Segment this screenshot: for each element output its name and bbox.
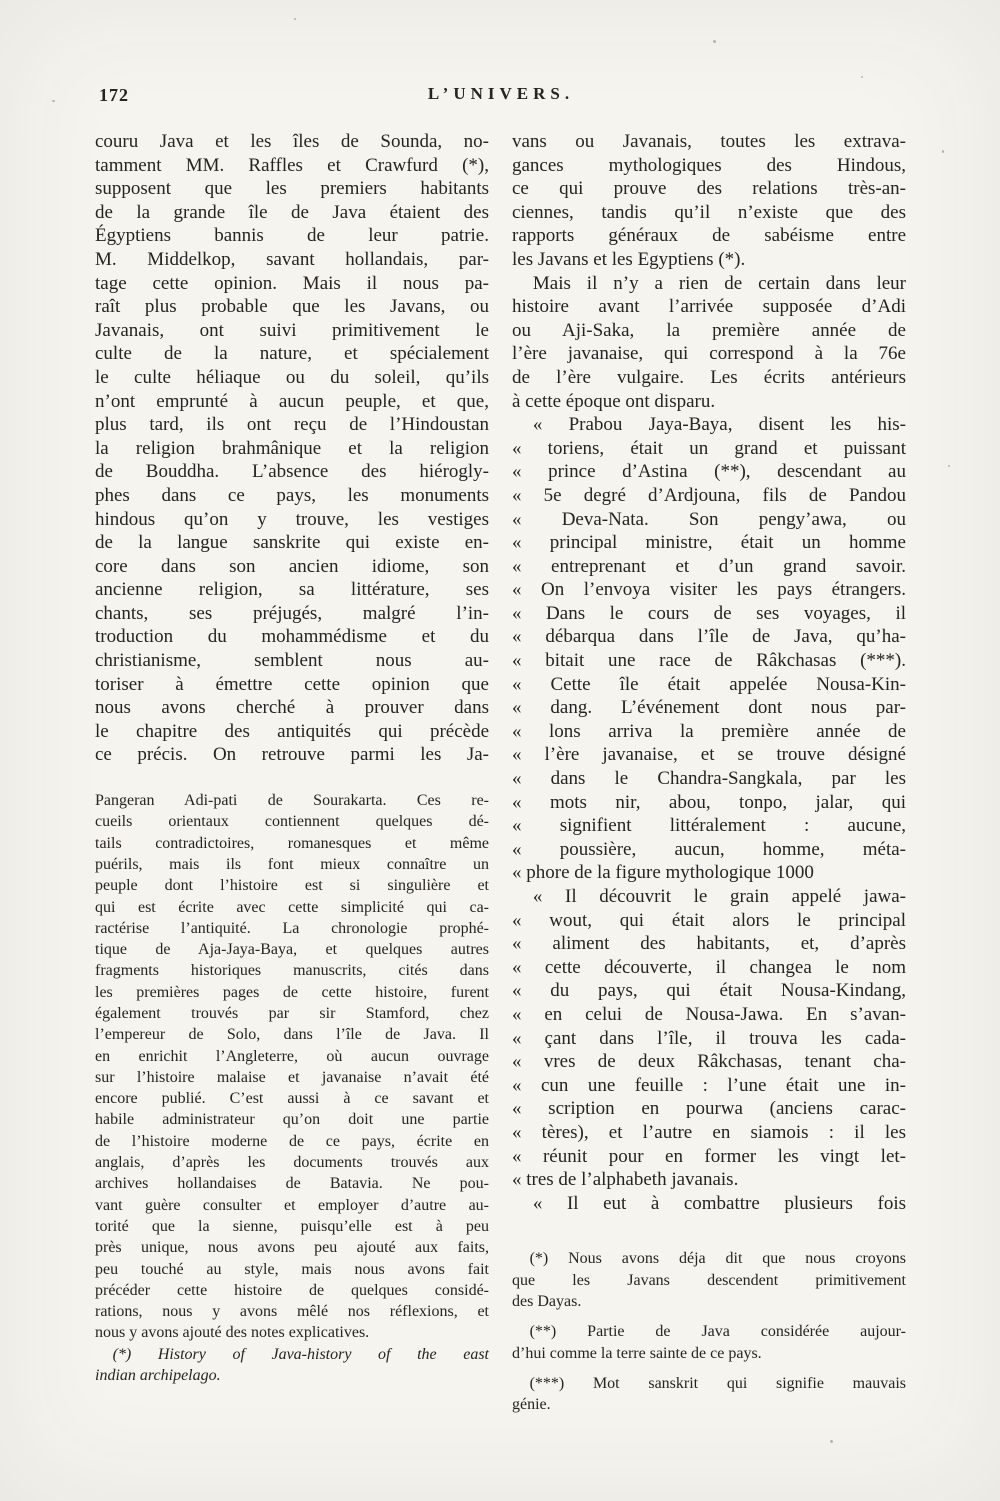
text-line: « du pays, qui était Nousa-Kindang, (512, 980, 906, 1002)
scan-speckle (830, 1440, 833, 1443)
text-line: puérils, mais ils font mieux connaître un (95, 855, 489, 873)
text-line: nous avons cherché à prouver dans (95, 697, 489, 719)
scan-speckle (861, 76, 863, 78)
text-line: « cun une feuille : l’une était une in- (512, 1074, 906, 1096)
text-columns (95, 130, 907, 1415)
text-line: histoire avant l’arrivée supposée d’Adi (512, 296, 906, 318)
text-line: sur l’histoire malaise et javanaise n’avait été (95, 1068, 489, 1086)
text-line: tamment MM. Raffles et Crawfurd (*), (95, 154, 489, 176)
text-line: d’hui comme la terre sainte de ce pays. (512, 1344, 762, 1362)
text-line: core dans son ancien idiome, son (95, 555, 489, 577)
text-line: « principal ministre, était un homme (512, 532, 906, 554)
text-line: l’empereur de Solo, dans l’île de Java. Il (95, 1026, 489, 1044)
text-line: la religion brahmânique et la religion (95, 437, 489, 459)
text-line: ciennes, tandis qu’il n’existe que des (512, 201, 906, 223)
text-line: « poussière, aucun, homme, méta- (512, 838, 906, 860)
text-line: « çant dans l’île, il trouva les cada- (512, 1027, 906, 1049)
text-line: habile administrateur qu’on doit une partie (95, 1111, 489, 1129)
text-line: « vres de deux Râkchasas, tenant cha- (512, 1051, 906, 1073)
text-line: « tres de l’alphabeth javanais. (512, 1169, 739, 1191)
text-line: « Il eut à combattre plusieurs fois (532, 1192, 906, 1214)
text-line: n’ont emprunté à aucun peuple, et que, (95, 390, 489, 412)
text-line: « On l’envoya visiter les pays étrangers. (512, 579, 906, 601)
text-line: ractérise l’antiquité. La chronologie prophé- (95, 919, 489, 937)
text-line: torité que la sienne, puisqu’elle est à peu (95, 1217, 489, 1235)
text-line: indian archipelago. (95, 1367, 221, 1385)
text-line: phes dans ce pays, les monuments (95, 484, 489, 506)
text-line: « entreprenant et d’un grand savoir. (512, 555, 906, 577)
text-line: « dans le Chandra-Sangkala, par les (512, 768, 906, 790)
text-line: près unique, nous avons peu ajouté aux faits, (95, 1239, 489, 1257)
text-line: à cette époque ont disparu. (512, 390, 716, 412)
text-line: tage cette opinion. Mais il nous pa- (95, 272, 489, 294)
text-line: tique de Aja-Jaya-Baya, et quelques autres (95, 941, 489, 959)
text-line: peuple dont l’histoire est si singulière et (95, 877, 489, 895)
text-line: « toriens, était un grand et puissant (512, 437, 906, 459)
text-line: en enrichit l’Angleterre, où aucun ouvrage (95, 1047, 489, 1065)
text-line: de Bouddha. L’absence des hiérogly- (95, 461, 489, 483)
text-line: également trouvés par sir Stamford, chez (95, 1005, 489, 1022)
text-line: troduction du mohammédisme et du (95, 626, 489, 648)
text-line: « tères), et l’autre en siamois : il les (512, 1121, 906, 1143)
text-line: (***) Mot sanskrit qui signifie mauvais (529, 1374, 906, 1392)
text-line: (*) Nous avons déja dit que nous croyons (529, 1250, 906, 1268)
text-line: cueils orientaux contiennent quelques dé- (95, 813, 489, 831)
left-column (95, 130, 489, 1415)
text-line: ce qui prouve des relations très-an- (512, 178, 906, 200)
text-line: « 5e degré d’Ardjouna, fils de Pandou (512, 484, 906, 506)
right-column-body (512, 130, 906, 1215)
text-line: l’ère javanaise, qui correspond à la 76e (512, 343, 906, 365)
text-line: de la langue sanskrite qui existe en- (95, 532, 489, 554)
text-line: couru Java et les îles de Sounda, no- (95, 131, 489, 152)
text-line: « l’ère javanaise, et se trouve désigné (512, 744, 906, 766)
text-line: le chapitre des antiquités qui précède (95, 720, 489, 742)
text-line: « Prabou Jaya-Baya, disent les his- (532, 414, 906, 436)
scan-speckle (942, 150, 944, 153)
text-line: Javanais, ont suivi primitivement le (95, 319, 489, 341)
text-line: « Il découvrit le grain appelé jawa- (532, 886, 906, 907)
text-line: peu touché au style, mais nous avons fait (95, 1260, 489, 1278)
text-line: chants, ses préjugés, malgré l’in- (95, 602, 489, 624)
text-line: génie. (512, 1396, 551, 1414)
text-line: Pangeran Adi-pati de Sourakarta. Ces re- (95, 792, 489, 810)
running-title: L’UNIVERS. (427, 84, 575, 103)
page-header (95, 84, 907, 110)
text-line: vant guère consulter et employer d’autre au- (95, 1196, 489, 1214)
text-line: vans ou Javanais, toutes les extrava- (512, 131, 906, 152)
text-line: « Deva-Nata. Son pengy’awa, ou (512, 508, 906, 530)
left-column-body (95, 130, 489, 767)
text-line: « wout, qui était alors le principal (512, 909, 906, 931)
text-line: que les Javans descendent primitivement (512, 1271, 906, 1289)
text-line: nous y avons ajouté des notes explicatives. (95, 1324, 370, 1342)
text-line: « scription en pourwa (anciens carac- (512, 1098, 906, 1120)
text-line: « mots nir, abou, tonpo, jalar, qui (512, 791, 906, 813)
text-line: toriser à émettre cette opinion que (95, 673, 489, 695)
text-line: fragments historiques manuscrits, cités dans (95, 962, 489, 980)
right-column (512, 130, 906, 1415)
text-line: le culte héliaque ou du soleil, qu’ils (95, 366, 489, 388)
text-line: « signifient littéralement : aucune, (512, 815, 906, 837)
text-line: « en celui de Nousa-Jawa. En s’avan- (512, 1003, 906, 1025)
text-line: Égyptiens bannis de leur patrie. (95, 225, 489, 247)
text-line: précéder cette histoire de quelques considé- (95, 1281, 489, 1299)
scan-speckle (52, 100, 55, 102)
page-number: 172 (99, 85, 129, 105)
text-line: « débarqua dans l’île de Java, qu’ha- (512, 626, 906, 648)
text-line: rapports généraux de sabéisme entre (512, 225, 906, 247)
text-line: anglais, d’après les documents trouvés aux (95, 1154, 489, 1172)
left-column-footnote (95, 790, 489, 1386)
text-line: hindous qu’on y trouve, les vestiges (95, 508, 489, 530)
text-line: des Dayas. (512, 1292, 582, 1310)
text-line: les premières pages de cette histoire, furent (95, 983, 489, 1001)
text-line: « cette découverte, il changea le nom (512, 956, 906, 978)
text-line: « dang. L’événement dont nous par- (512, 697, 906, 719)
text-line: christianisme, semblent nous au- (95, 650, 489, 672)
text-line: « bitait une race de Râkchasas (***). (512, 650, 906, 672)
text-line: de l’histoire moderne de ce pays, écrite en (95, 1132, 489, 1150)
scan-speckle (294, 18, 296, 20)
text-line: ancienne religion, sa littérature, ses (95, 579, 489, 601)
text-line: raît plus probable que les Javans, ou (95, 296, 489, 318)
text-line: (*) History of Java-history of the east (112, 1345, 489, 1363)
text-line: « prince d’Astina (**), descendant au (512, 461, 906, 483)
text-line: rations, nous y avons mêlé nos réflexions, et (95, 1303, 489, 1321)
text-line: supposent que les premiers habitants (95, 178, 489, 200)
text-line: qui est écrite avec cette simplicité qui ca- (95, 898, 489, 916)
scan-speckle (948, 465, 950, 467)
text-line: (**) Partie de Java considérée aujour- (529, 1323, 906, 1341)
scan-speckle (713, 40, 716, 43)
text-line: ce précis. On retrouve parmi les Ja- (95, 744, 489, 766)
text-line: gances mythologiques des Hindous, (512, 154, 906, 176)
text-line: de la grande île de Java étaient des (95, 201, 489, 223)
text-line: « Dans le cours de ses voyages, il (512, 602, 906, 624)
text-line: ou Aji-Saka, la première année de (512, 319, 906, 341)
text-line: « aliment des habitants, et, d’après (512, 933, 906, 955)
text-line: de l’ère vulgaire. Les écrits antérieurs (512, 366, 906, 388)
text-line: « réunit pour en former les vingt let- (512, 1145, 906, 1167)
text-line: Mais il n’y a rien de certain dans leur (532, 272, 906, 294)
text-line: « phore de la figure mythologique 1000 (512, 862, 814, 884)
text-line: culte de la nature, et spécialement (95, 343, 489, 365)
right-column-footnotes (512, 1248, 906, 1415)
text-line: les Javans et les Egyptiens (*). (512, 248, 746, 270)
text-line: plus tard, ils ont reçu de l’Hindoustan (95, 414, 489, 436)
text-line: archives hollandaises de Batavia. Ne pou- (95, 1175, 489, 1193)
text-line: « Cette île était appelée Nousa-Kin- (512, 673, 906, 695)
text-line: « lons arriva la première année de (512, 720, 906, 742)
text-line: M. Middelkop, savant hollandais, par- (95, 248, 489, 270)
text-line: encore publié. C’est aussi à ce savant et (95, 1090, 489, 1108)
text-line: tails contradictoires, romanesques et même (95, 834, 489, 852)
